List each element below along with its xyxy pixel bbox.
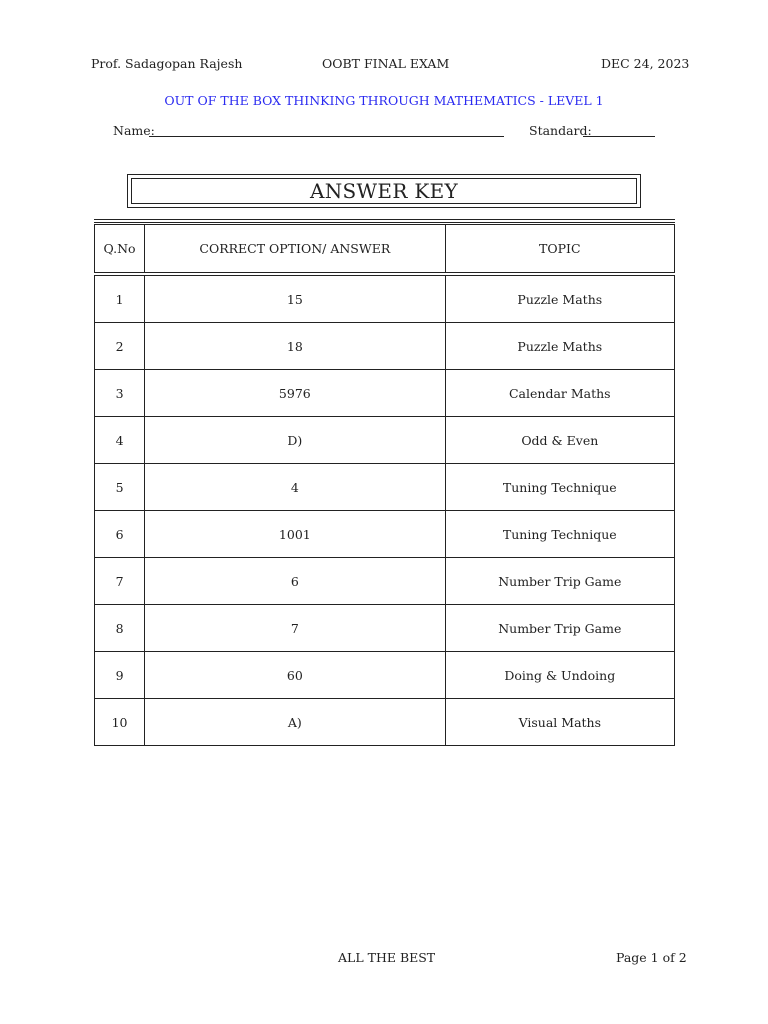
header-answer: CORRECT OPTION/ ANSWER [145,225,446,273]
table-row [95,511,675,558]
answer-cell: 5976 [145,370,446,417]
header-topic: TOPIC [445,225,674,273]
name-blank-line [149,136,504,137]
question-number: 9 [95,652,145,699]
question-number: 8 [95,605,145,652]
answer-cell: 7 [145,605,446,652]
answer-key-box [127,174,641,208]
answer-cell: 6 [145,558,446,605]
question-number: 7 [95,558,145,605]
table-row [95,323,675,370]
topic-cell: Number Trip Game [445,558,674,605]
table-row [95,558,675,605]
question-number: 4 [95,417,145,464]
topic-cell: Number Trip Game [445,605,674,652]
table-row [95,276,675,323]
footer-message: ALL THE BEST [338,950,436,965]
answer-cell: 18 [145,323,446,370]
table-row [95,652,675,699]
question-number: 3 [95,370,145,417]
question-number: 2 [95,323,145,370]
question-number: 1 [95,276,145,323]
answer-cell: A) [145,699,446,746]
author-name: Prof. Sadagopan Rajesh [91,56,243,71]
topic-cell: Puzzle Maths [445,276,674,323]
answer-cell: D) [145,417,446,464]
answer-cell: 60 [145,652,446,699]
name-label: Name: [113,123,155,138]
topic-cell: Odd & Even [445,417,674,464]
topic-cell: Puzzle Maths [445,323,674,370]
table-row [95,699,675,746]
exam-date: DEC 24, 2023 [601,56,690,71]
answer-key-title: ANSWER KEY [131,178,637,204]
divider [94,222,675,223]
topic-cell: Doing & Undoing [445,652,674,699]
course-subtitle: OUT OF THE BOX THINKING THROUGH MATHEMATICS - LEVEL 1 [164,93,604,108]
standard-blank-line [583,136,655,137]
exam-title: OOBT FINAL EXAM [322,56,450,71]
topic-cell: Tuning Technique [445,511,674,558]
table-row [95,464,675,511]
question-number: 5 [95,464,145,511]
topic-cell: Visual Maths [445,699,674,746]
divider [94,219,675,220]
table-row [95,417,675,464]
topic-cell: Calendar Maths [445,370,674,417]
answer-cell: 4 [145,464,446,511]
table-header-row [95,225,675,273]
answer-cell: 15 [145,276,446,323]
header-qno: Q.No [95,225,145,273]
table-row [95,605,675,652]
table-row [95,370,675,417]
page-number: Page 1 of 2 [616,950,687,965]
answer-table [94,224,675,746]
topic-cell: Tuning Technique [445,464,674,511]
question-number: 6 [95,511,145,558]
question-number: 10 [95,699,145,746]
answer-cell: 1001 [145,511,446,558]
standard-label: Standard: [529,123,592,138]
